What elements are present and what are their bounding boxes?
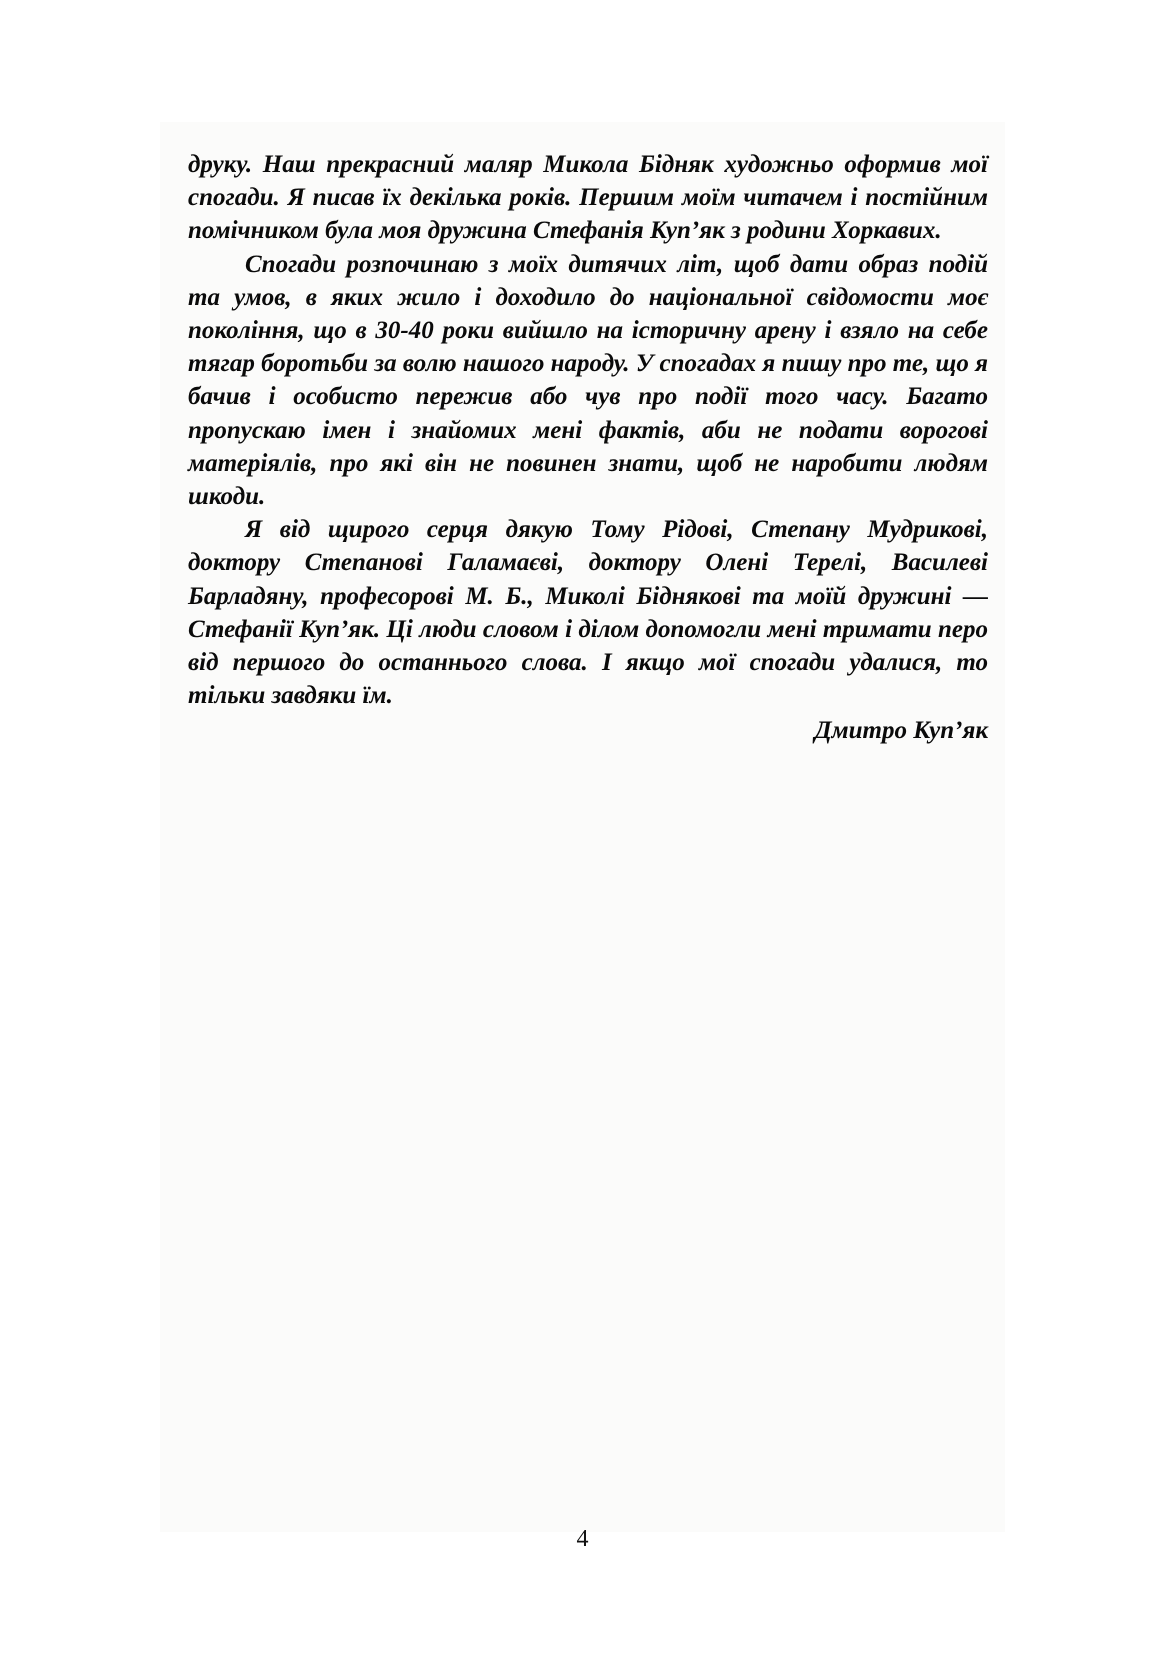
page-body: [188, 148, 988, 748]
paragraph-continuation: друку. Наш прекрасний маляр Микола Бідняк художньо оформив мої спогади. Я писав їх декілька років. Першим моїм читачем і постійним помічником була моя дружина Стефанія Куп’як з родини Хоркавих.: [188, 151, 988, 245]
paragraph-memoir-scope: Спогади розпочинаю з моїх дитячих літ, щоб дати образ подій та умов, в яких жило і доходило до національної свідомости моє покоління, що в 30-40 роки вийшло на історичну арену і взяло на себе тягар боротьби за волю нашого народу. У спогадах я пишу про те, що я бачив і особисто пережив або чув про події того часу. Багато пропускаю імен і знайомих мені фактів, аби не подати ворогові матеріялів, про які він не повинен знати, щоб не наробити людям шкоди.: [188, 250, 988, 511]
author-signature: Дмитро Куп’як: [814, 717, 988, 745]
page-number: 4: [576, 1526, 589, 1552]
paragraph-acknowledgements: Я від щирого серця дякую Тому Рідові, Степану Мудрикові, доктору Степанові Галамаєві, доктору Олені Терелі, Василеві Барладяну, професорові М. Б., Миколі Біднякові та моїй дружині — Стефанії Куп’як. Ці люди словом і ділом допомогли мені тримати перо від першого до останнього слова. І якщо мої спогади удалися, то тільки завдяки їм.: [188, 516, 988, 710]
